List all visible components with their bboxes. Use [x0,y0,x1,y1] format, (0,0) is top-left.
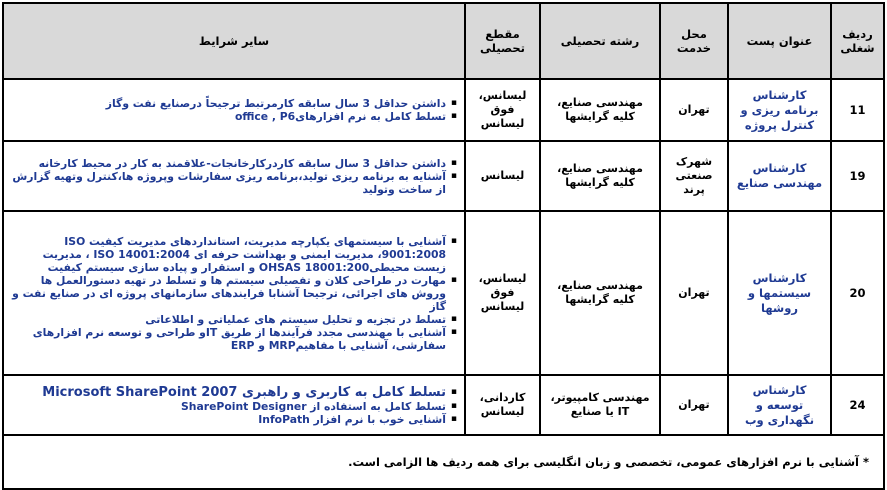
job-title: کارشناس مهندسی صنایع [728,141,831,211]
requirement-item: ▪ داشتن حداقل 3 سال سابقه کارمرتبط ترجیحاً درصنایع نفت وگاز [9,97,446,110]
job-location: تهران [660,375,728,435]
job-degree: کاردانی، لیسانس [465,375,540,435]
row-number: 11 [831,79,884,141]
table-row [3,79,884,141]
requirement-item: ▪ آشنایی با سیستمهای یکپارچه مدیریت، استانداردهای مدیریت کیفیت ISO 9001:2008، مدیریت ایمنی و بهداشت حرفه ای ISO 14001:2004 ، مدیریت زیست محیطیOHSAS 18001:200 و استقرار و پیاده سازی سیستم کیفیت [9,235,446,274]
row-number: 19 [831,141,884,211]
job-degree: لیسانس [465,141,540,211]
table-header-row [3,3,884,79]
job-degree: لیسانس، فوق لیسانس [465,211,540,375]
job-title: کارشناس برنامه ریزی و کنترل پروژه [728,79,831,141]
header-row-no: ردیف شغلی [831,3,884,79]
footnote: * آشنایی با نرم افزارهای عمومی، تخصصی و زبان انگلیسی برای همه ردیف ها الزامی است. [3,435,884,489]
job-field: مهندسی صنایع، کلیه گرایشها [540,79,660,141]
job-title: کارشناس توسعه و نگهداری وب [728,375,831,435]
header-requirements: سایر شرایط [3,3,465,79]
requirement-item: ▪ مهارت در طراحی کلان و تفصیلی سیستم ها و تسلط در تهیه دستورالعمل ها وروش های اجرائی، ترجیحا آشنابا فرایندهای سازمانهای پروژه ای در صنایع نفت و گاز [9,274,446,313]
job-title: کارشناس سیستمها و روشها [728,211,831,375]
requirement-item: ▪ آشنایه به برنامه ریزی تولید،برنامه ریزی سفارشات وپروژه ها،کنترل وتهیه گزارش از ساخت وتولید [9,170,446,196]
table-row [3,375,884,435]
job-degree: لیسانس، فوق لیسانس [465,79,540,141]
requirement-item: ▪ تسلط کامل به کاربری و راهبری Microsoft SharePoint 2007 [9,385,446,400]
job-field: مهندسی صنایع، کلیه گرایشها [540,141,660,211]
job-location: تهران [660,79,728,141]
header-field: رشته تحصیلی [540,3,660,79]
job-field: مهندسی صنایع، کلیه گرایشها [540,211,660,375]
job-requirements [3,211,465,375]
job-listing-table [2,2,885,490]
job-field: مهندسی کامپیوتر، IT یا صنایع [540,375,660,435]
job-requirements [3,141,465,211]
header-degree: مقطع تحصیلی [465,3,540,79]
table-row [3,211,884,375]
job-location: شهرک صنعتی پرند [660,141,728,211]
table-footnote-row [3,435,884,489]
job-location: تهران [660,211,728,375]
header-title: عنوان پست [728,3,831,79]
requirement-item: ▪ داشتن حداقل 3 سال سابقه کاردرکارخانجات-علاقمند به کار در محیط کارخانه [9,157,446,170]
requirement-item: ▪ تسلط کامل به استفاده از SharePoint Designer [9,400,446,413]
requirement-item: ▪ آشنایی با مهندسی مجدد فرآیندها از طریق ITو طراحی و توسعه نرم افزارهای سفارشی، آشنایی با مفاهیمMRP و ERP [9,326,446,352]
job-listing-table-container [2,2,883,490]
row-number: 24 [831,375,884,435]
job-requirements [3,375,465,435]
job-requirements [3,79,465,141]
row-number: 20 [831,211,884,375]
table-row [3,141,884,211]
header-location: محل خدمت [660,3,728,79]
requirement-item: ▪ تسلط در تجزیه و تحلیل سیستم های عملیاتی و اطلاعاتی [9,313,446,326]
requirement-item: ▪ آشنایی خوب با نرم افزار InfoPath [9,413,446,426]
requirement-item: ▪ تسلط کامل به نرم افزارهایoffice , P6 [9,110,446,123]
